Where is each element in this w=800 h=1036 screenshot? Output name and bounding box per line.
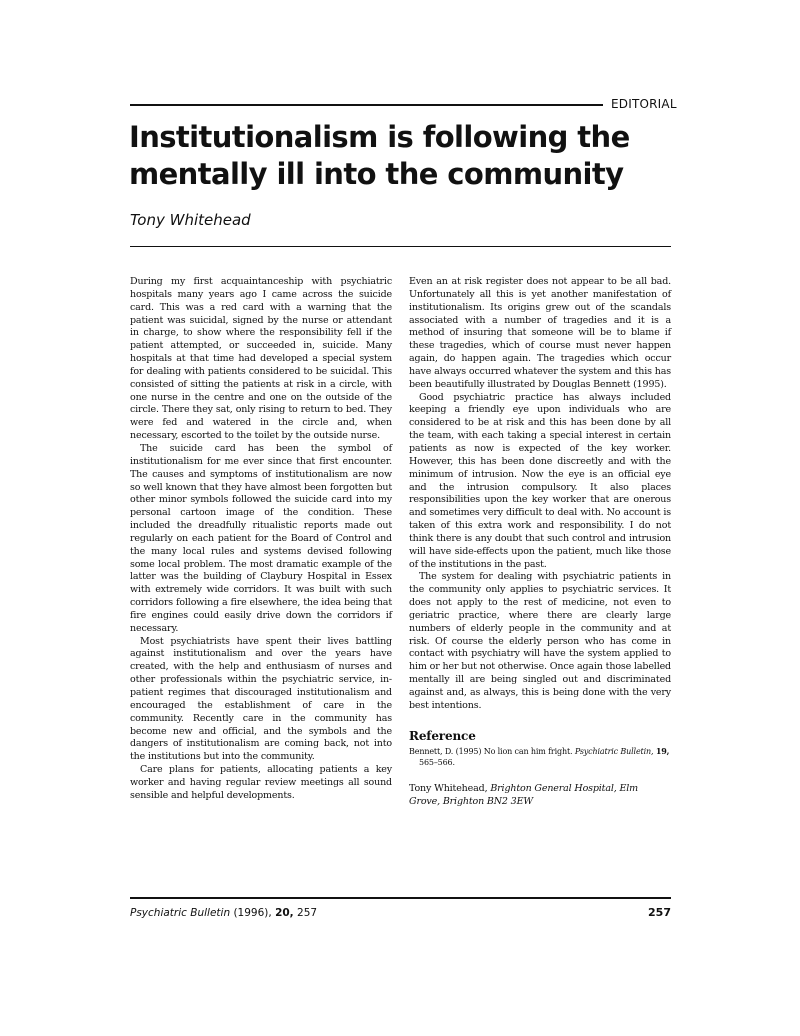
header-rule <box>130 104 603 106</box>
footer-year: (1996), <box>233 907 272 919</box>
reference-pages: 565–566. <box>419 757 455 767</box>
footer-rule <box>130 897 671 899</box>
address-affiliation: Brighton General Hospital, Elm Grove, Brighton BN2 3EW <box>409 782 639 807</box>
author-address <box>409 782 671 808</box>
reference-heading: Reference <box>409 728 476 743</box>
reference-volume: 19, <box>655 745 670 756</box>
body-paragraph: The suicide card has been the symbol of institutionalism for me ever since that first encounter. The causes and symptoms of institutionalism are now so well known that they have almost been forgotten but other minor symbols followed the suicide card into my personal cartoon image of the condition. These included the dreadfully ritualistic reports made out regularly on each patient for the Board of Control and the many local rules and systems devised following some local problem. The most dramatic example of the latter was the building of Claybury Hospital in Essex with extremely wide corridors. It was built with such corridors following a fire elsewhere, the idea being that fire engines could easily drive down the corridors if necessary. <box>130 442 392 634</box>
left-column <box>130 276 392 803</box>
footer-volume: 20, <box>275 907 294 919</box>
reference-journal: Psychiatric Bulletin, <box>574 746 654 756</box>
right-column <box>409 276 671 808</box>
footer-page-range: 257 <box>297 907 318 919</box>
address-name: Tony Whitehead, <box>409 782 488 794</box>
article-title: Institutionalism is following the mentally ill into the community <box>129 120 630 191</box>
body-paragraph: Good psychiatric practice has always included keeping a friendly eye upon individuals who are considered to be at risk and this has been done by all the team, with each taking a special interest in certain patients as now is expected of the key worker. However, this has been done discreetly and with the minimum of intrusion. Now the eye is an official eye and the intrusion compulsory. It also places responsibilities upon the key worker that are onerous and sometimes very difficult to deal with. No account is taken of this extra work and responsibility. I do not think there is any doubt that such control and intrusion will have side-effects upon the patient, much like those of the institutions in the past. <box>409 391 671 570</box>
footer-citation <box>130 907 317 919</box>
section-label: EDITORIAL <box>611 97 677 111</box>
page-number: 257 <box>648 906 671 919</box>
body-paragraph: Care plans for patients, allocating patients a key worker and having regular review meetings all sound sensible and helpful developments. <box>130 764 392 801</box>
reference-title: No lion can him fright. <box>483 746 573 756</box>
reference-year: (1995) <box>455 746 482 756</box>
body-paragraph: During my first acquaintanceship with psychiatric hospitals many years ago I came across the suicide card. This was a red card with a warning that the patient was suicidal, signed by the nurse or attendant in charge, to show where the responsibility fell if the patient attempted, or succeeded in, suicide. Many hospitals at that time had developed a special system for dealing with patients considered to be suicidal. This consisted of sitting the patients at risk in a circle, with one nurse in the centre and one on the outside of the circle. There they sat, only rising to return to bed. They were fed and watered in the circle and, when necessary, escorted to the toilet by the outside nurse. <box>130 276 392 442</box>
body-paragraph: Most psychiatrists have spent their lives battling against institutionalism and over the years have created, with the help and enthusiasm of nurses and other professionals within the psychiatric service, in-patient regimes that discouraged institutionalism and encouraged the establishment of care in the community. Recently care in the community has become new and official, and the symbols and the dangers of institutionalism are coming back, not into the institutions but into the community. <box>130 635 392 763</box>
reference-entry <box>409 746 671 768</box>
body-paragraph: The system for dealing with psychiatric patients in the community only applies to psychiatric services. It does not apply to the rest of medicine, not even to geriatric practice, where there are clearly large numbers of elderly people in the community and at risk. Of course the elderly person who has come in contact with psychiatry will have the system applied to him or her but not otherwise. Once again those labelled mentally ill are being singled out and discriminated against and, as always, this is being done with the very best intentions. <box>409 571 671 711</box>
title-rule <box>130 246 671 247</box>
article-author: Tony Whitehead <box>130 211 251 229</box>
body-paragraph: Even an at risk register does not appear to be all bad. Unfortunately all this is yet another manifestation of institutionalism. Its origins grew out of the scandals associated with a number of tragedies and it is a method of insuring that someone will be to blame if these tragedies, which of course must never happen again, do happen again. The tragedies which occur have always occurred whatever the system and this has been beautifully illustrated by Douglas Bennett (1995). <box>409 276 671 390</box>
footer-journal: Psychiatric Bulletin <box>130 907 231 919</box>
reference-author: Bennett, D. <box>409 746 454 756</box>
